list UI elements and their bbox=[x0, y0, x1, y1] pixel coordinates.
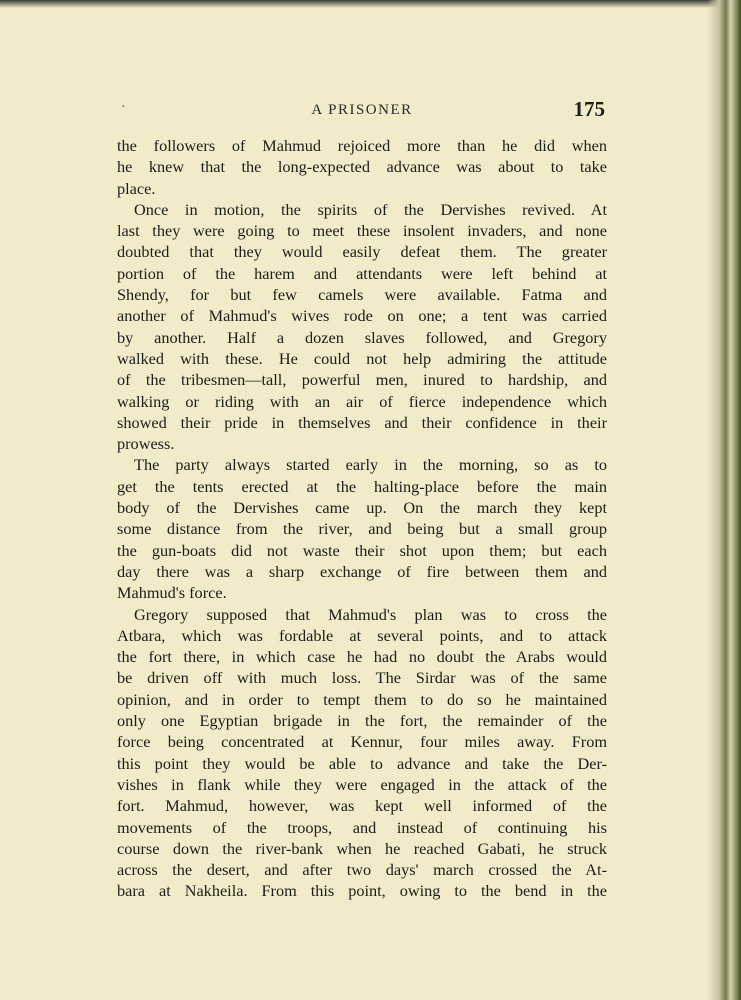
text-line: another of Mahmud's wives rode on one; a tent was carried bbox=[117, 306, 607, 326]
page-number: 175 bbox=[573, 97, 605, 121]
text-line: walking or riding with an air of fierce independence which bbox=[117, 391, 607, 411]
text-line: this point they would be able to advance and take the Der- bbox=[117, 753, 607, 773]
text-line: body of the Dervishes came up. On the march they kept bbox=[117, 498, 607, 518]
text-line: walked with these. He could not help admiring the attitude bbox=[117, 348, 607, 368]
text-line: day there was a sharp exchange of fire between them and bbox=[117, 561, 607, 581]
text-line: showed their pride in themselves and their confidence in their bbox=[117, 412, 607, 432]
text-line: fort. Mahmud, however, was kept well informed of the bbox=[117, 796, 607, 816]
text-line: only one Egyptian brigade in the fort, the remainder of the bbox=[117, 711, 607, 731]
text-line: Shendy, for but few camels were available. Fatma and bbox=[117, 285, 607, 305]
text-line: the fort there, in which case he had no doubt the Arabs would bbox=[117, 647, 607, 667]
text-line: of the tribesmen—tall, powerful men, inured to hardship, and bbox=[117, 370, 607, 390]
page-top-shadow bbox=[0, 0, 741, 8]
text-line: Atbara, which was fordable at several points, and to attack bbox=[117, 625, 607, 645]
text-line: Mahmud's force. bbox=[117, 583, 227, 603]
text-line: Gregory supposed that Mahmud's plan was to cross the bbox=[134, 604, 607, 624]
text-line: he knew that the long-expected advance was about to take bbox=[117, 157, 607, 177]
text-line: course down the river-bank when he reached Gabati, he struck bbox=[117, 838, 607, 858]
text-line: last they were going to meet these insolent invaders, and none bbox=[117, 221, 607, 241]
text-line: the followers of Mahmud rejoiced more than he did when bbox=[117, 136, 607, 155]
text-line: some distance from the river, and being but a small group bbox=[117, 519, 607, 539]
text-line: portion of the harem and attendants were left behind at bbox=[117, 263, 607, 283]
text-line: opinion, and in order to tempt them to do so he maintained bbox=[117, 689, 607, 709]
header-mark: · bbox=[121, 100, 126, 115]
text-line: place. bbox=[117, 178, 156, 198]
text-line: doubted that they would easily defeat them. The greater bbox=[117, 242, 607, 262]
body-text bbox=[117, 135, 607, 902]
text-line: Once in motion, the spirits of the Dervishes revived. At bbox=[134, 199, 607, 219]
book-spine-edge bbox=[707, 0, 741, 1000]
text-line: by another. Half a dozen slaves followed, and Gregory bbox=[117, 327, 607, 347]
text-line: bara at Nakheila. From this point, owing to the bend in the bbox=[117, 881, 607, 901]
text-line: get the tents erected at the halting-place before the main bbox=[117, 476, 607, 496]
text-line: across the desert, and after two days' march crossed the At- bbox=[117, 860, 607, 880]
text-line: movements of the troops, and instead of continuing his bbox=[117, 817, 607, 837]
text-line: the gun-boats did not waste their shot upon them; but each bbox=[117, 540, 607, 560]
text-line: The party always started early in the morning, so as to bbox=[134, 455, 607, 475]
text-line: force being concentrated at Kennur, four miles away. From bbox=[117, 732, 607, 752]
running-title: A PRISONER bbox=[311, 102, 413, 118]
text-line: be driven off with much loss. The Sirdar was of the same bbox=[117, 668, 607, 688]
text-line: vishes in flank while they were engaged in the attack of the bbox=[117, 774, 607, 794]
text-line: prowess. bbox=[117, 434, 175, 454]
page-header bbox=[117, 98, 607, 128]
